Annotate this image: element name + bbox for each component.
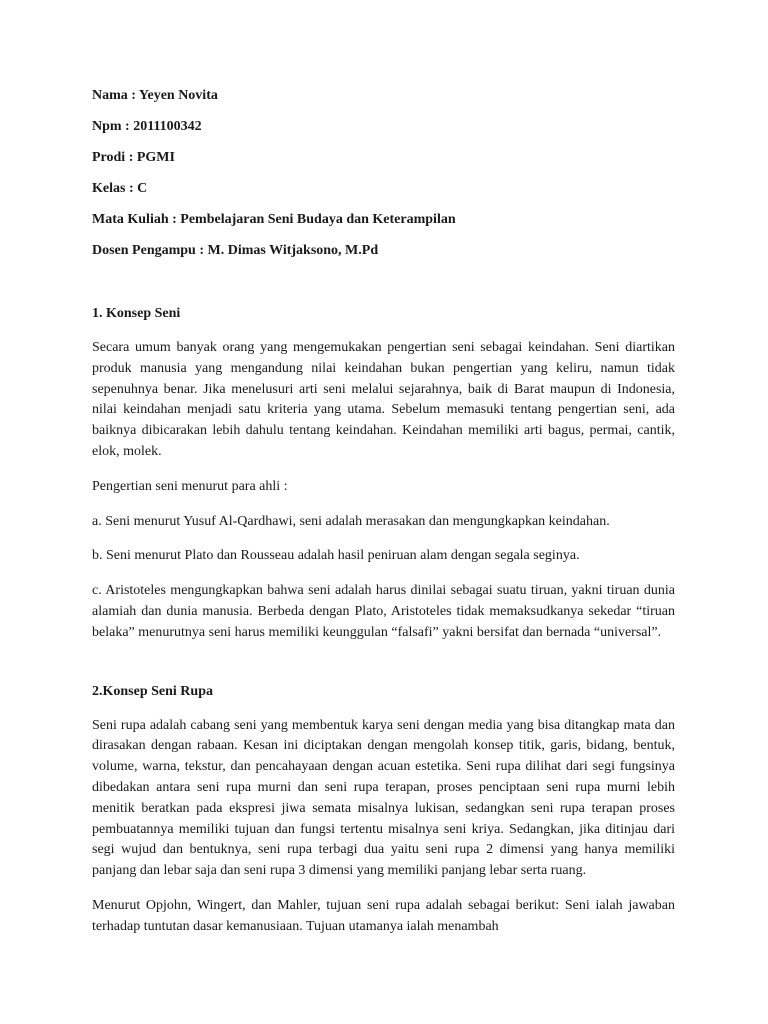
expert-item-c: c. Aristoteles mengungkapkan bahwa seni adalah harus dinilai sebagai suatu tiruan, yakni tiruan dunia alamiah dan dunia manusia. Berbeda dengan Plato, Aristoteles tidak memaksudkanya sekedar “tiruan belaka” menurutnya seni harus memiliki keunggulan “falsafi” yakni bersifat dan bernada “universal”. <box>92 583 675 640</box>
lecturer-name: Dosen Pengampu : M. Dimas Witjaksono, M.Pd <box>92 243 379 258</box>
study-program: Prodi : PGMI <box>92 150 175 165</box>
section-2-heading: 2.Konsep Seni Rupa <box>92 683 213 699</box>
section-2-paragraph-2: Menurut Opjohn, Wingert, dan Mahler, tujuan seni rupa adalah sebagai berikut: Seni ialah jawaban terhadap tuntutan dasar kemanusiaan. Tujuan utamanya ialah menambah <box>92 897 675 934</box>
section-1-paragraph: Secara umum banyak orang yang mengemukakan pengertian seni sebagai keindahan. Seni diartikan produk manusia yang mengandung nilai keindahan bukan pengertian yang keliru, namun tidak sepenuhnya benar. Jika menelusuri arti seni melalui sejarahnya, baik di Barat maupun di Indonesia, nilai keindahan menjadi satu kriteria yang utama. Sebelum memasuki tentang pengertian seni, ada baiknya dibicarakan lebih dahulu tentang keindahan. Keindahan memiliki arti bagus, permai, cantik, elok, molek. <box>92 340 675 459</box>
expert-item-a: a. Seni menurut Yusuf Al-Qardhawi, seni adalah merasakan dan mengungkapkan keindahan. <box>92 513 610 529</box>
document-page <box>92 86 675 938</box>
course-name: Mata Kuliah : Pembelajaran Seni Budaya dan Keterampilan <box>92 212 456 227</box>
student-name: Nama : Yeyen Novita <box>92 88 218 103</box>
student-info <box>92 86 675 261</box>
section-1-heading: 1. Konsep Seni <box>92 306 181 321</box>
student-npm: Npm : 2011100342 <box>92 119 202 134</box>
section-2-paragraph-1: Seni rupa adalah cabang seni yang membentuk karya seni dengan media yang bisa ditangkap mata dan dirasakan dengan rabaan. Kesan ini diciptakan dengan mengolah konsep titik, garis, bidang, bentuk, volume, warna, tekstur, dan pencahayaan dengan acuan estetika. Seni rupa dilihat dari segi fungsinya dibedakan antara seni rupa murni dan seni rupa terapan, proses penciptaan seni rupa murni lebih menitik beratkan pada ekspresi jiwa semata misalnya lukisan, sedangkan seni rupa terapan proses pembuatannya memiliki tujuan dan fungsi tertentu misalnya seni kriya. Sedangkan, jika ditinjau dari segi wujud dan bentuknya, seni rupa terbagi dua yaitu seni rupa 2 dimensi yang hanya memiliki panjang dan lebar saja dan seni rupa 3 dimensi yang memiliki panjang lebar serta ruang. <box>92 717 675 879</box>
experts-intro: Pengertian seni menurut para ahli : <box>92 478 288 494</box>
expert-item-b: b. Seni menurut Plato dan Rousseau adalah hasil peniruan alam dengan segala seginya. <box>92 548 580 564</box>
class-label: Kelas : C <box>92 181 148 196</box>
